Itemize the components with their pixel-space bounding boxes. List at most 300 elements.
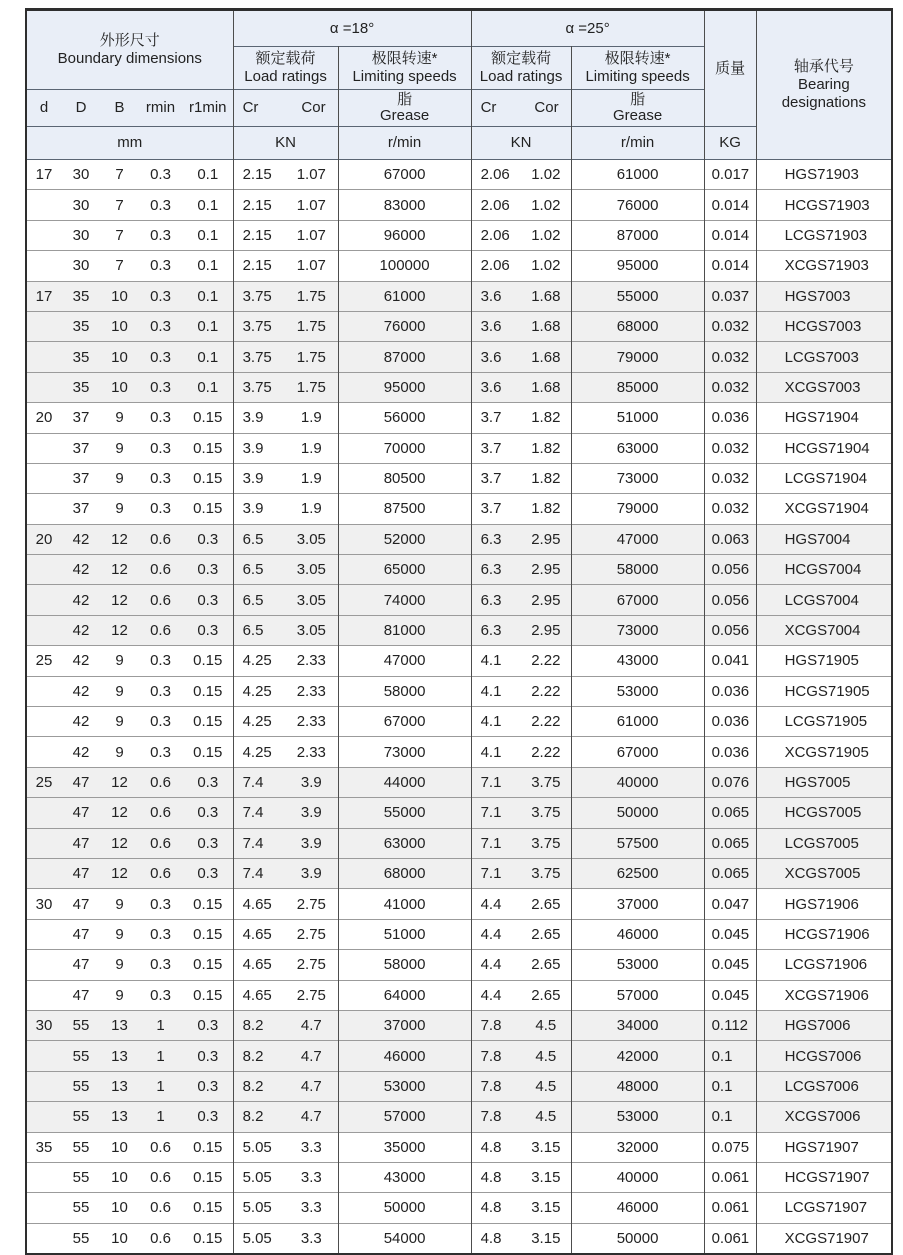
cell-bearing-designation: LCGS71907	[756, 1193, 892, 1223]
cell-cor-25: 1.02	[521, 251, 571, 281]
cell-grease-speed-18: 54000	[338, 1223, 471, 1254]
header-boundary-cn: 外形尺寸	[99, 32, 160, 49]
cell-grease-speed-18: 73000	[338, 737, 471, 767]
table-row	[26, 1162, 892, 1192]
cell-rmin: 0.3	[138, 311, 183, 341]
cell-mass-kg: 0.112	[704, 1010, 756, 1040]
cell-grease-speed-25: 61000	[571, 707, 704, 737]
cell-B: 9	[101, 919, 138, 949]
cell-cr-18: 2.15	[233, 160, 285, 190]
cell-rmin: 0.3	[138, 342, 183, 372]
cell-D: 37	[61, 463, 101, 493]
cell-grease-speed-25: 47000	[571, 524, 704, 554]
cell-rmin: 0.6	[138, 555, 183, 585]
cell-grease-speed-25: 62500	[571, 858, 704, 888]
cell-cr-18: 6.5	[233, 615, 285, 645]
cell-grease-speed-18: 67000	[338, 160, 471, 190]
cell-r1min: 0.15	[183, 980, 233, 1010]
cell-D: 37	[61, 494, 101, 524]
cell-bearing-designation: HGS7004	[756, 524, 892, 554]
cell-cor-25: 2.95	[521, 524, 571, 554]
cell-cr-25: 4.8	[471, 1193, 521, 1223]
table-row	[26, 1132, 892, 1162]
cell-cr-18: 6.5	[233, 585, 285, 615]
table-row	[26, 950, 892, 980]
cell-D: 30	[61, 251, 101, 281]
unit-kg: KG	[704, 127, 756, 160]
cell-cor-25: 2.22	[521, 646, 571, 676]
cell-B: 9	[101, 950, 138, 980]
cell-cr-18: 8.2	[233, 1071, 285, 1101]
cell-mass-kg: 0.036	[704, 707, 756, 737]
cell-cr-25: 4.4	[471, 950, 521, 980]
cell-rmin: 0.3	[138, 737, 183, 767]
cell-grease-speed-18: 87000	[338, 342, 471, 372]
cell-grease-speed-18: 68000	[338, 858, 471, 888]
table-row	[26, 828, 892, 858]
cell-D: 55	[61, 1223, 101, 1254]
cell-cor-25: 1.82	[521, 494, 571, 524]
header-bearing-designations	[756, 10, 892, 160]
cell-rmin: 0.3	[138, 646, 183, 676]
cell-cor-18: 4.7	[285, 1071, 338, 1101]
cell-B: 7	[101, 251, 138, 281]
bearing-spec-table	[25, 8, 893, 1255]
cell-mass-kg: 0.032	[704, 372, 756, 402]
header-grease-25	[571, 90, 704, 127]
cell-cor-18: 4.7	[285, 1041, 338, 1071]
cell-cr-18: 2.15	[233, 190, 285, 220]
cell-mass-kg: 0.014	[704, 190, 756, 220]
cell-grease-speed-25: 63000	[571, 433, 704, 463]
table-row	[26, 1193, 892, 1223]
cell-bearing-designation: HGS71905	[756, 646, 892, 676]
cell-r1min: 0.3	[183, 1102, 233, 1132]
cell-cr-18: 4.25	[233, 676, 285, 706]
cell-mass-kg: 0.1	[704, 1102, 756, 1132]
cell-r1min: 0.15	[183, 646, 233, 676]
cell-grease-speed-25: 40000	[571, 1162, 704, 1192]
cell-cor-25: 3.75	[521, 798, 571, 828]
cell-rmin: 0.3	[138, 889, 183, 919]
cell-cor-18: 1.9	[285, 463, 338, 493]
limiting-speeds-18-en: Limiting speeds	[352, 68, 457, 85]
cell-r1min: 0.3	[183, 858, 233, 888]
cell-D: 42	[61, 555, 101, 585]
cell-cr-18: 7.4	[233, 828, 285, 858]
cell-rmin: 0.6	[138, 1132, 183, 1162]
cell-cr-18: 3.9	[233, 403, 285, 433]
cell-d: 17	[26, 160, 61, 190]
cell-d	[26, 1223, 61, 1254]
table-body	[26, 160, 892, 1255]
cell-grease-speed-25: 48000	[571, 1071, 704, 1101]
grease-25-en: Grease	[612, 107, 663, 124]
cell-D: 55	[61, 1193, 101, 1223]
cell-d	[26, 1071, 61, 1101]
cell-B: 10	[101, 372, 138, 402]
cell-r1min: 0.15	[183, 463, 233, 493]
cell-r1min: 0.3	[183, 615, 233, 645]
cell-cr-25: 6.3	[471, 524, 521, 554]
cell-grease-speed-25: 67000	[571, 585, 704, 615]
cell-grease-speed-25: 79000	[571, 494, 704, 524]
header-limiting-speeds-18	[338, 47, 471, 90]
table-row	[26, 767, 892, 797]
cell-d	[26, 798, 61, 828]
cell-bearing-designation: LCGS7004	[756, 585, 892, 615]
cell-grease-speed-18: 47000	[338, 646, 471, 676]
cell-r1min: 0.15	[183, 889, 233, 919]
cell-cr-25: 6.3	[471, 555, 521, 585]
cell-cor-25: 3.75	[521, 858, 571, 888]
cell-D: 30	[61, 220, 101, 250]
cell-cor-18: 3.05	[285, 585, 338, 615]
cell-cr-18: 2.15	[233, 251, 285, 281]
cell-B: 9	[101, 403, 138, 433]
cell-r1min: 0.3	[183, 1010, 233, 1040]
cell-cor-25: 2.65	[521, 950, 571, 980]
cell-cr-25: 3.6	[471, 311, 521, 341]
cell-D: 35	[61, 311, 101, 341]
cell-r1min: 0.3	[183, 1071, 233, 1101]
cell-d: 25	[26, 767, 61, 797]
cell-D: 47	[61, 798, 101, 828]
cell-D: 30	[61, 190, 101, 220]
table-row	[26, 737, 892, 767]
cell-rmin: 0.3	[138, 190, 183, 220]
cell-cr-25: 7.1	[471, 767, 521, 797]
table-row	[26, 1071, 892, 1101]
cell-cr-18: 6.5	[233, 524, 285, 554]
cell-grease-speed-18: 58000	[338, 950, 471, 980]
cell-cr-18: 8.2	[233, 1102, 285, 1132]
cell-cor-18: 3.3	[285, 1162, 338, 1192]
table-row	[26, 251, 892, 281]
cell-cor-25: 2.22	[521, 707, 571, 737]
cell-grease-speed-25: 50000	[571, 1223, 704, 1254]
header-alpha-25: α =25°	[471, 10, 704, 47]
cell-cor-25: 3.15	[521, 1223, 571, 1254]
cell-grease-speed-25: 87000	[571, 220, 704, 250]
cell-cr-18: 3.9	[233, 463, 285, 493]
cell-mass-kg: 0.032	[704, 311, 756, 341]
cell-cr-25: 4.8	[471, 1223, 521, 1254]
cell-rmin: 0.6	[138, 858, 183, 888]
cell-rmin: 0.3	[138, 919, 183, 949]
cell-cor-25: 1.68	[521, 372, 571, 402]
unit-kn-25: KN	[471, 127, 571, 160]
cell-bearing-designation: HCGS71903	[756, 190, 892, 220]
cell-cr-18: 6.5	[233, 555, 285, 585]
cell-bearing-designation: HGS7003	[756, 281, 892, 311]
cell-cr-25: 7.1	[471, 858, 521, 888]
cell-cor-25: 2.65	[521, 980, 571, 1010]
grease-18-en: Grease	[379, 107, 430, 124]
cell-d	[26, 372, 61, 402]
cell-bearing-designation: HGS71903	[756, 160, 892, 190]
cell-cor-25: 1.82	[521, 403, 571, 433]
cell-cr-25: 2.06	[471, 160, 521, 190]
header-boundary-dimensions	[26, 10, 233, 90]
cell-D: 47	[61, 828, 101, 858]
cell-cor-18: 2.75	[285, 889, 338, 919]
cell-mass-kg: 0.056	[704, 615, 756, 645]
header-bearing-cn: 轴承代号	[793, 58, 854, 75]
cell-d	[26, 342, 61, 372]
cell-mass-kg: 0.032	[704, 342, 756, 372]
cell-bearing-designation: HCGS71906	[756, 919, 892, 949]
cell-D: 55	[61, 1132, 101, 1162]
cell-grease-speed-18: 58000	[338, 676, 471, 706]
cell-B: 9	[101, 676, 138, 706]
cell-cor-18: 3.9	[285, 858, 338, 888]
cell-grease-speed-18: 61000	[338, 281, 471, 311]
cell-cor-25: 1.82	[521, 433, 571, 463]
cell-cr-18: 3.9	[233, 494, 285, 524]
cell-mass-kg: 0.065	[704, 828, 756, 858]
cell-cr-25: 3.7	[471, 463, 521, 493]
cell-bearing-designation: XCGS71907	[756, 1223, 892, 1254]
cell-D: 47	[61, 980, 101, 1010]
cell-cr-25: 4.4	[471, 889, 521, 919]
cell-cr-18: 4.65	[233, 919, 285, 949]
cell-B: 9	[101, 737, 138, 767]
cell-grease-speed-18: 70000	[338, 433, 471, 463]
table-row	[26, 615, 892, 645]
cell-cr-18: 7.4	[233, 798, 285, 828]
cell-bearing-designation: XCGS71904	[756, 494, 892, 524]
cell-cor-25: 3.75	[521, 767, 571, 797]
cell-D: 35	[61, 342, 101, 372]
cell-bearing-designation: LCGS7003	[756, 342, 892, 372]
cell-D: 42	[61, 524, 101, 554]
cell-grease-speed-18: 46000	[338, 1041, 471, 1071]
cell-bearing-designation: HCGS71907	[756, 1162, 892, 1192]
cell-cr-25: 7.8	[471, 1071, 521, 1101]
cell-cr-25: 3.7	[471, 494, 521, 524]
cell-bearing-designation: HGS71906	[756, 889, 892, 919]
cell-D: 55	[61, 1102, 101, 1132]
cell-cor-18: 3.05	[285, 555, 338, 585]
table-row	[26, 1102, 892, 1132]
table-row	[26, 676, 892, 706]
cell-r1min: 0.3	[183, 524, 233, 554]
cell-mass-kg: 0.065	[704, 798, 756, 828]
cell-mass-kg: 0.1	[704, 1071, 756, 1101]
cell-cr-18: 4.25	[233, 707, 285, 737]
cell-D: 47	[61, 950, 101, 980]
cell-cor-25: 1.02	[521, 190, 571, 220]
cell-D: 42	[61, 676, 101, 706]
cell-B: 13	[101, 1071, 138, 1101]
cell-mass-kg: 0.036	[704, 403, 756, 433]
cell-rmin: 0.3	[138, 403, 183, 433]
table-row	[26, 1041, 892, 1071]
cell-mass-kg: 0.065	[704, 858, 756, 888]
cell-d: 30	[26, 889, 61, 919]
cell-cor-25: 2.95	[521, 555, 571, 585]
cell-D: 42	[61, 585, 101, 615]
table-row	[26, 646, 892, 676]
cell-D: 42	[61, 737, 101, 767]
cell-d	[26, 707, 61, 737]
cell-cr-18: 5.05	[233, 1162, 285, 1192]
bearing-spec-table-container	[25, 8, 893, 1255]
cell-B: 7	[101, 190, 138, 220]
cell-d	[26, 1162, 61, 1192]
table-row	[26, 858, 892, 888]
cell-mass-kg: 0.014	[704, 220, 756, 250]
cell-d	[26, 251, 61, 281]
cell-B: 10	[101, 311, 138, 341]
cell-rmin: 0.3	[138, 160, 183, 190]
cell-D: 47	[61, 858, 101, 888]
cell-cor-18: 1.9	[285, 433, 338, 463]
cell-mass-kg: 0.045	[704, 919, 756, 949]
cell-cor-18: 1.9	[285, 403, 338, 433]
cell-rmin: 0.6	[138, 615, 183, 645]
cell-D: 55	[61, 1041, 101, 1071]
cell-cor-25: 2.65	[521, 889, 571, 919]
cell-cor-25: 4.5	[521, 1071, 571, 1101]
limiting-speeds-25-cn: 极限转速*	[604, 50, 671, 67]
cell-grease-speed-25: 58000	[571, 555, 704, 585]
cell-cr-18: 8.2	[233, 1041, 285, 1071]
cell-rmin: 0.6	[138, 1193, 183, 1223]
header-mass: 质量	[704, 10, 756, 127]
cell-mass-kg: 0.032	[704, 433, 756, 463]
cell-d	[26, 1102, 61, 1132]
cell-grease-speed-18: 81000	[338, 615, 471, 645]
cell-rmin: 0.3	[138, 494, 183, 524]
cell-r1min: 0.15	[183, 494, 233, 524]
cell-bearing-designation: HCGS7005	[756, 798, 892, 828]
cell-cr-25: 4.1	[471, 676, 521, 706]
header-load-ratings-25	[471, 47, 571, 90]
cell-D: 55	[61, 1071, 101, 1101]
cell-grease-speed-25: 76000	[571, 190, 704, 220]
cell-mass-kg: 0.032	[704, 463, 756, 493]
cell-cor-18: 3.3	[285, 1132, 338, 1162]
cell-cr-18: 4.65	[233, 889, 285, 919]
cell-grease-speed-25: 43000	[571, 646, 704, 676]
cell-bearing-designation: HCGS71905	[756, 676, 892, 706]
table-row	[26, 585, 892, 615]
cell-cor-25: 4.5	[521, 1010, 571, 1040]
cell-r1min: 0.15	[183, 707, 233, 737]
cell-r1min: 0.1	[183, 372, 233, 402]
grease-18-cn: 脂	[397, 91, 413, 108]
cell-r1min: 0.3	[183, 828, 233, 858]
table-row	[26, 555, 892, 585]
cell-cor-25: 1.68	[521, 281, 571, 311]
cell-B: 9	[101, 646, 138, 676]
cell-cor-18: 4.7	[285, 1102, 338, 1132]
cell-r1min: 0.3	[183, 585, 233, 615]
table-row	[26, 311, 892, 341]
cell-cor-18: 1.75	[285, 342, 338, 372]
cell-d	[26, 555, 61, 585]
cell-d	[26, 676, 61, 706]
header-D: D	[61, 90, 101, 127]
cell-cor-25: 4.5	[521, 1041, 571, 1071]
cell-cor-18: 1.9	[285, 494, 338, 524]
cell-cr-18: 3.75	[233, 311, 285, 341]
cell-cor-25: 2.95	[521, 615, 571, 645]
cell-rmin: 1	[138, 1041, 183, 1071]
cell-cr-25: 6.3	[471, 615, 521, 645]
cell-r1min: 0.15	[183, 950, 233, 980]
cell-d	[26, 858, 61, 888]
cell-grease-speed-18: 95000	[338, 372, 471, 402]
cell-cor-18: 3.9	[285, 828, 338, 858]
cell-cr-18: 7.4	[233, 858, 285, 888]
load-ratings-18-cn: 额定载荷	[255, 50, 316, 67]
cell-r1min: 0.15	[183, 1132, 233, 1162]
cell-cor-25: 3.15	[521, 1162, 571, 1192]
cell-cor-18: 2.75	[285, 919, 338, 949]
cell-B: 9	[101, 707, 138, 737]
cell-grease-speed-25: 53000	[571, 950, 704, 980]
cell-grease-speed-18: 65000	[338, 555, 471, 585]
cell-grease-speed-25: 32000	[571, 1132, 704, 1162]
cell-cr-25: 7.1	[471, 798, 521, 828]
cell-bearing-designation: HGS71907	[756, 1132, 892, 1162]
cell-grease-speed-25: 55000	[571, 281, 704, 311]
cell-grease-speed-25: 37000	[571, 889, 704, 919]
cell-grease-speed-25: 42000	[571, 1041, 704, 1071]
cell-d: 30	[26, 1010, 61, 1040]
cell-cr-25: 4.1	[471, 707, 521, 737]
cell-rmin: 0.6	[138, 524, 183, 554]
cell-cr-25: 3.7	[471, 433, 521, 463]
cell-B: 10	[101, 342, 138, 372]
cell-cr-18: 4.65	[233, 950, 285, 980]
table-row	[26, 342, 892, 372]
cell-grease-speed-18: 80500	[338, 463, 471, 493]
cell-mass-kg: 0.045	[704, 980, 756, 1010]
unit-rmin-18: r/min	[338, 127, 471, 160]
cell-cr-18: 4.65	[233, 980, 285, 1010]
cell-D: 30	[61, 160, 101, 190]
cell-cor-18: 1.75	[285, 372, 338, 402]
cell-r1min: 0.15	[183, 403, 233, 433]
cell-cr-25: 4.1	[471, 646, 521, 676]
cell-mass-kg: 0.017	[704, 160, 756, 190]
cell-cor-18: 2.75	[285, 950, 338, 980]
cell-d	[26, 220, 61, 250]
table-row	[26, 980, 892, 1010]
cell-B: 13	[101, 1041, 138, 1071]
cell-grease-speed-18: 44000	[338, 767, 471, 797]
cell-grease-speed-18: 35000	[338, 1132, 471, 1162]
limiting-speeds-25-en: Limiting speeds	[585, 68, 690, 85]
cell-d	[26, 950, 61, 980]
cell-r1min: 0.3	[183, 555, 233, 585]
cell-B: 9	[101, 433, 138, 463]
cell-mass-kg: 0.037	[704, 281, 756, 311]
cell-grease-speed-25: 51000	[571, 403, 704, 433]
cell-rmin: 0.6	[138, 1223, 183, 1254]
header-load-ratings-18	[233, 47, 338, 90]
cell-bearing-designation: LCGS71904	[756, 463, 892, 493]
cell-cor-18: 2.33	[285, 676, 338, 706]
cell-grease-speed-18: 67000	[338, 707, 471, 737]
table-row	[26, 919, 892, 949]
cell-cor-25: 1.82	[521, 463, 571, 493]
cell-bearing-designation: HCGS7003	[756, 311, 892, 341]
